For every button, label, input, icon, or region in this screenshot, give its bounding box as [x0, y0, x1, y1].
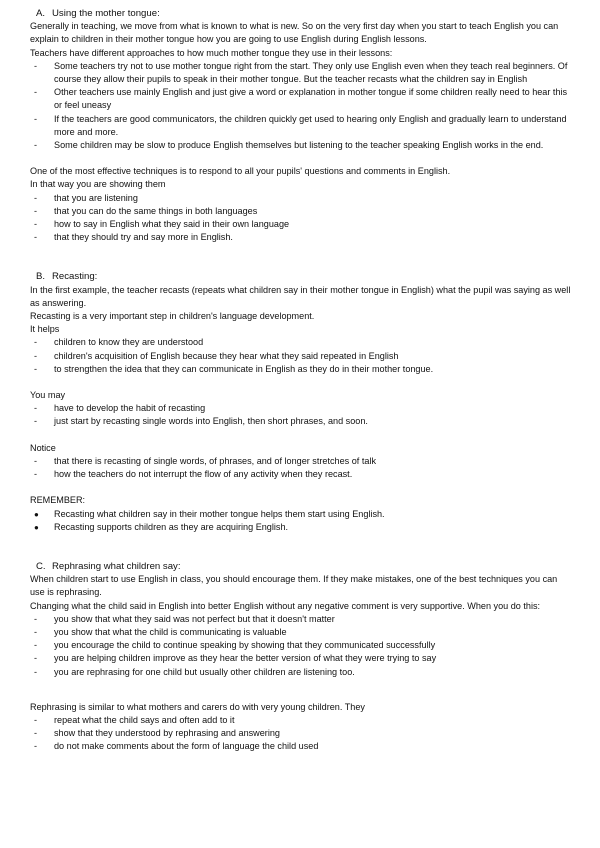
list-item: - just start by recasting single words into English, then short phrases, and soon.: [34, 416, 368, 427]
list-item: - to strengthen the idea that they can communicate in English as they do in their mother tongue.: [34, 363, 434, 374]
section-b-letter: B.: [36, 271, 46, 283]
section-a-intro-2: Teachers have different approaches to how much mother tongue they use in their lessons:: [30, 47, 393, 58]
remember-list: [30, 508, 572, 534]
list-item: - Some children may be slow to produce English themselves but listening to the teacher speaking English works in the end.: [34, 140, 544, 151]
bullet-icon: ●: [34, 509, 39, 519]
notice-label: Notice: [30, 442, 56, 453]
list-item: - Other teachers use mainly English and just give a word or explanation in mother tongue if some children really need to hear this or feel uneasy: [34, 87, 568, 111]
do-this-list: [30, 613, 572, 679]
list-item: - have to develop the habit of recasting: [34, 403, 206, 414]
you-may-list: [30, 402, 572, 428]
section-c-intro-2: Changing what the child said in English into better English without any negative comment is very supportive. When you do this:: [30, 600, 541, 611]
section-c-title: Rephrasing what children say:: [52, 560, 181, 572]
notice-list: [30, 455, 572, 481]
list-item: - you are helping children improve as they hear the better version of what they were trying to say: [34, 653, 437, 664]
they-list: [30, 714, 572, 754]
section-b-intro-2: Recasting is a very important step in children's language development.: [30, 311, 315, 322]
section-b-heading: [30, 270, 572, 283]
list-item: - that there is recasting of single words, of phrases, and of longer stretches of talk: [34, 455, 376, 466]
list-item: - you show that what the child is communicating is valuable: [34, 626, 287, 637]
list-item: ● Recasting what children say in their mother tongue helps them start using English.: [30, 508, 572, 521]
showing-them-text: In that way you are showing them: [30, 179, 166, 190]
bullet-icon: ●: [34, 522, 39, 532]
list-item: - that you can do the same things in both languages: [34, 205, 258, 216]
section-a-letter: A.: [36, 8, 46, 19]
list-item: - do not make comments about the form of language the child used: [34, 741, 319, 752]
list-item: - Some teachers try not to use mother tongue right from the start. They only use English even when they teach real beginners. Of course they allow their pupils to speak in their mother tongue. But the teacher recasts what the children say in English: [34, 60, 568, 85]
list-item: - you are rephrasing for one child but usually other children are listening too.: [34, 666, 355, 677]
list-item: - how to say in English what they said in their own language: [34, 219, 290, 230]
section-c-heading: [30, 560, 572, 573]
approaches-list: [30, 60, 572, 152]
list-item: ● Recasting supports children as they are acquiring English.: [30, 521, 572, 534]
list-item: - that you are listening: [34, 192, 138, 203]
section-c-letter: C.: [36, 560, 46, 572]
section-c-intro-1: When children start to use English in class, you should encourage them. If they make mistakes, one of the best techniques you can use is rephrasing.: [30, 574, 558, 598]
list-item: - how the teachers do not interrupt the flow of any activity when they recast.: [34, 469, 353, 480]
rephrasing-similar-text: Rephrasing is similar to what mothers and carers do with very young children. They: [30, 701, 365, 712]
list-item: - you encourage the child to continue speaking by showing that they communicated successfully: [34, 640, 436, 651]
section-a-intro-1: Generally in teaching, we move from what is known to what is new. So on the very first day when you start to teach English you can explain to children in their mother tongue how you are going to use English during English lessons.: [30, 21, 559, 45]
list-item: - show that they understood by rephrasing and answering: [34, 728, 280, 739]
you-may-label: You may: [30, 390, 66, 401]
remember-label: REMEMBER:: [30, 495, 86, 506]
effective-technique-text: One of the most effective techniques is to respond to all your pupils' questions and comments in English.: [30, 166, 451, 177]
helps-list: [30, 336, 572, 376]
list-item: - children's acquisition of English because they hear what they said repeated in English: [34, 350, 399, 361]
list-item: - If the teachers are good communicators, the children quickly get used to hearing only English and gradually learn to understand more and more.: [34, 113, 567, 137]
list-item: - you show that what they said was not perfect but that it doesn't matter: [34, 613, 335, 624]
section-b-intro-3: It helps: [30, 324, 60, 335]
section-a-title: Using the mother tongue:: [52, 8, 160, 19]
list-item: - repeat what the child says and often add to it: [34, 714, 235, 725]
section-b-intro-1: In the first example, the teacher recasts (repeats what children say in their mother tongue in English) what the pupil was saying as well as answering.: [30, 284, 571, 308]
section-b-title: Recasting:: [52, 271, 98, 283]
list-item: - that they should try and say more in English.: [34, 232, 233, 243]
list-item: - children to know they are understood: [34, 337, 204, 348]
section-a-heading: [30, 7, 572, 20]
showing-list: [30, 192, 572, 245]
